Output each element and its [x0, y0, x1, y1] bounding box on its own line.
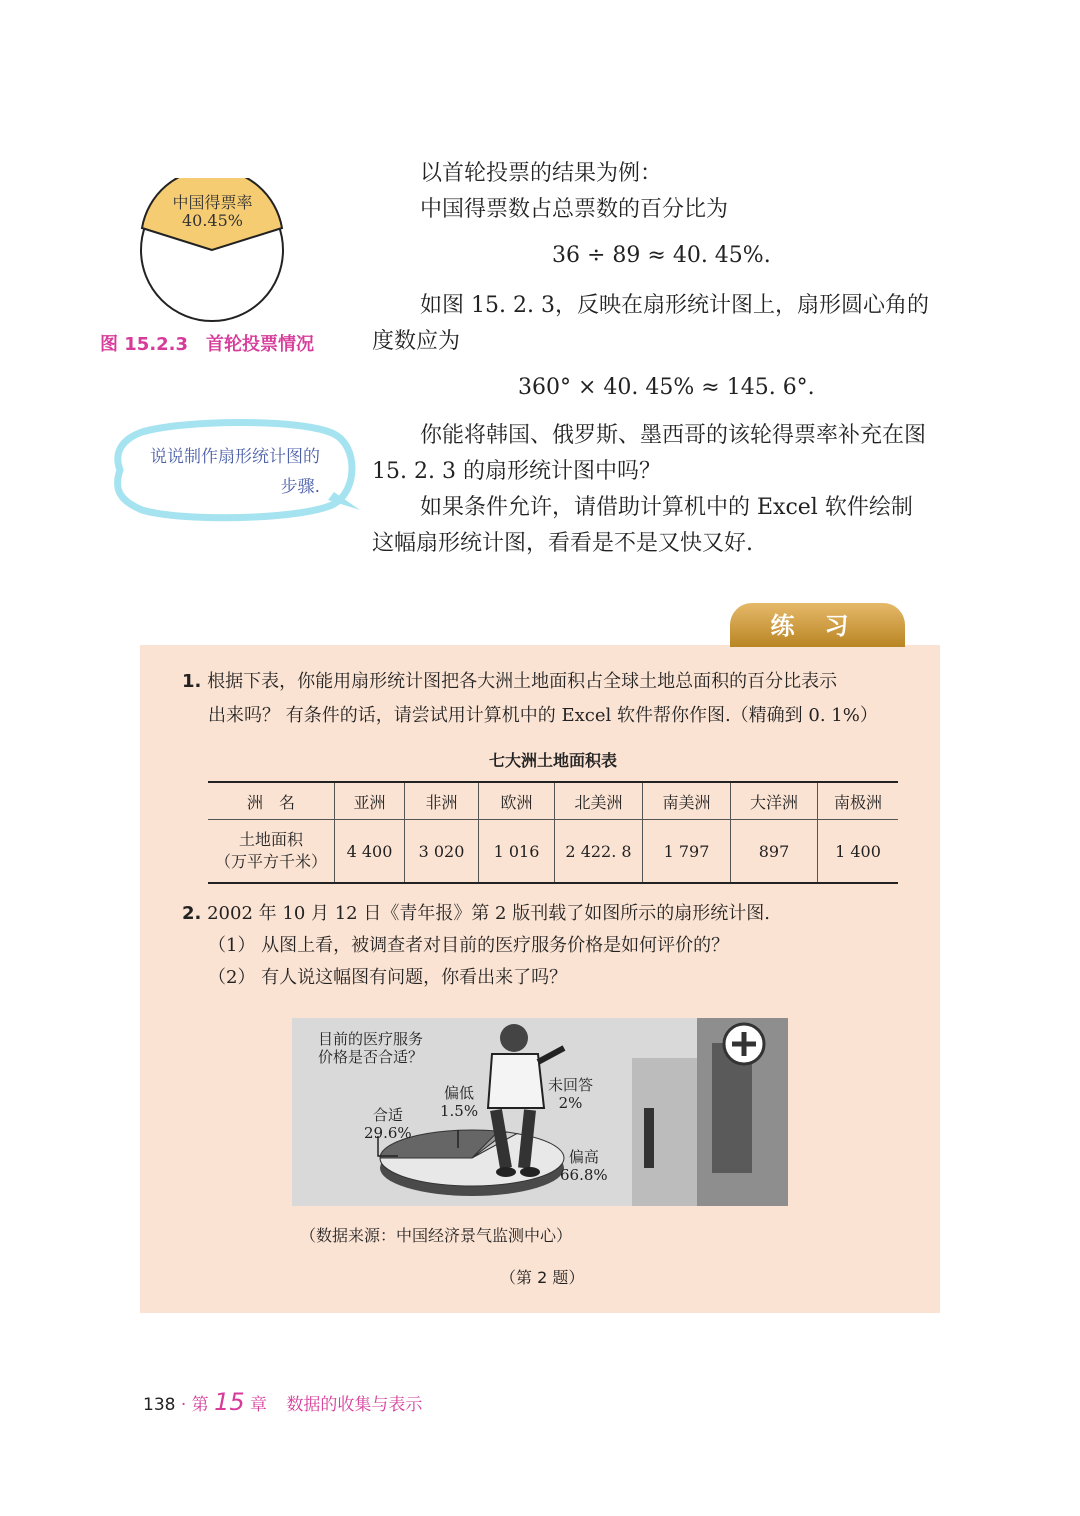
chapter-number: 15: [214, 1388, 245, 1416]
building-1: [632, 1058, 702, 1206]
question-1-line-2: 出来吗？ 有条件的话，请尝试用计算机中的 Excel 软件帮你作图.（精确到 0. 1%）: [208, 705, 878, 726]
chapter-suffix: 章: [250, 1395, 268, 1415]
question-2-number: 2.: [182, 903, 202, 924]
exercise-tab: 练习: [730, 603, 905, 647]
figure-2-caption: （第 2 题）: [500, 1268, 585, 1287]
land-area-table: [208, 781, 898, 884]
building-window: [644, 1108, 654, 1168]
slice-value: 29.6%: [364, 1124, 412, 1142]
row-label-line-2: （万平方千米）: [214, 852, 327, 871]
pie-value: 40.45%: [181, 211, 243, 230]
table-cell: 3 020: [405, 820, 479, 883]
table-cell: 897: [731, 820, 818, 883]
question-2-sub-1: （1） 从图上看，被调查者对目前的医疗服务价格是如何评价的？: [208, 935, 730, 956]
table-header-cell: 亚洲: [335, 783, 405, 820]
slice-value: 66.8%: [560, 1166, 608, 1184]
newspaper-chart: [292, 1018, 788, 1206]
pie-label-group: [150, 194, 275, 230]
question-1-line-1: [182, 666, 837, 698]
body-line-3: 如图 15. 2. 3，反映在扇形统计图上，扇形圆心角的: [420, 293, 929, 318]
figure-title: 首轮投票情况: [206, 334, 315, 355]
question-1-number: 1.: [182, 671, 202, 692]
question-1-text: 根据下表，你能用扇形统计图把各大洲土地面积占全球土地总面积的百分比表示: [207, 671, 838, 692]
body-line-7: 如果条件允许，请借助计算机中的 Excel 软件绘制: [420, 495, 913, 520]
news-question-line-1: 目前的医疗服务: [318, 1030, 424, 1048]
data-source: （数据来源：中国经济景气监测中心）: [300, 1226, 573, 1245]
body-line-5: 你能将韩国、俄罗斯、墨西哥的该轮得票率补充在图: [420, 423, 927, 448]
table-header-cell: 北美洲: [555, 783, 643, 820]
table-cell: 4 400: [335, 820, 405, 883]
table-title: 七大洲土地面积表: [488, 751, 617, 770]
news-question: [318, 1030, 423, 1066]
pie-label: 中国得票率: [172, 193, 253, 212]
question-2-sub-2: （2） 有人说这幅图有问题，你看出来了吗？: [208, 967, 568, 988]
slice-label: 未回答: [548, 1076, 594, 1094]
table-cell: 2 422. 8: [555, 820, 643, 883]
slice-label: 偏高: [568, 1148, 599, 1166]
news-question-line-2: 价格是否合适？: [318, 1048, 424, 1066]
formula-1: 36 ÷ 89 ≈ 40. 45%.: [552, 243, 771, 268]
page-footer: [143, 1388, 422, 1416]
table-header-cell: 南美洲: [643, 783, 731, 820]
slice-label-piangao: [560, 1148, 608, 1184]
table-cell: 1 797: [643, 820, 731, 883]
body-line-4: 度数应为: [372, 329, 461, 354]
slice-value: 1.5%: [440, 1102, 479, 1120]
slice-value: 2%: [558, 1094, 583, 1112]
table-cell: 1 400: [818, 820, 899, 883]
table-header-row: [208, 783, 898, 820]
slice-label-heshi: [364, 1106, 412, 1142]
table-header-cell: 欧洲: [479, 783, 555, 820]
table-header-cell: 大洋洲: [731, 783, 818, 820]
table-header-cell: 洲 名: [208, 783, 335, 820]
table-header-cell: 非洲: [405, 783, 479, 820]
page-number: 138: [143, 1395, 176, 1415]
slice-label-piandi: [440, 1084, 478, 1120]
table-header-cell: 南极洲: [818, 783, 899, 820]
table-row: [208, 820, 898, 883]
slice-label: 偏低: [444, 1084, 475, 1102]
body-line-1: 以首轮投票的结果为例：: [420, 161, 663, 186]
bubble-text: 说说制作扇形统计图的步骤.: [150, 447, 320, 497]
question-2-text: 2002 年 10 月 12 日《青年报》第 2 版刊载了如图所示的扇形统计图.: [207, 903, 770, 924]
body-line-2: 中国得票数占总票数的百分比为: [420, 197, 729, 222]
chapter-prefix: · 第: [180, 1395, 209, 1415]
slice-label-weihuida: [548, 1076, 593, 1112]
question-2-line-1: [182, 898, 770, 930]
chapter-title: 数据的收集与表示: [286, 1395, 423, 1415]
table-cell: 1 016: [479, 820, 555, 883]
figure-number: 图 15.2.3: [100, 334, 189, 355]
table-row-label: [208, 820, 335, 883]
formula-2: 360° × 40. 45% ≈ 145. 6°.: [518, 375, 815, 400]
body-line-8: 这幅扇形统计图，看看是不是又快又好.: [372, 531, 753, 556]
row-label-line-1: 土地面积: [238, 830, 303, 849]
slice-label: 合适: [372, 1106, 403, 1124]
figure-caption: [100, 330, 332, 356]
body-line-6: 15. 2. 3 的扇形统计图中吗？: [372, 459, 661, 484]
